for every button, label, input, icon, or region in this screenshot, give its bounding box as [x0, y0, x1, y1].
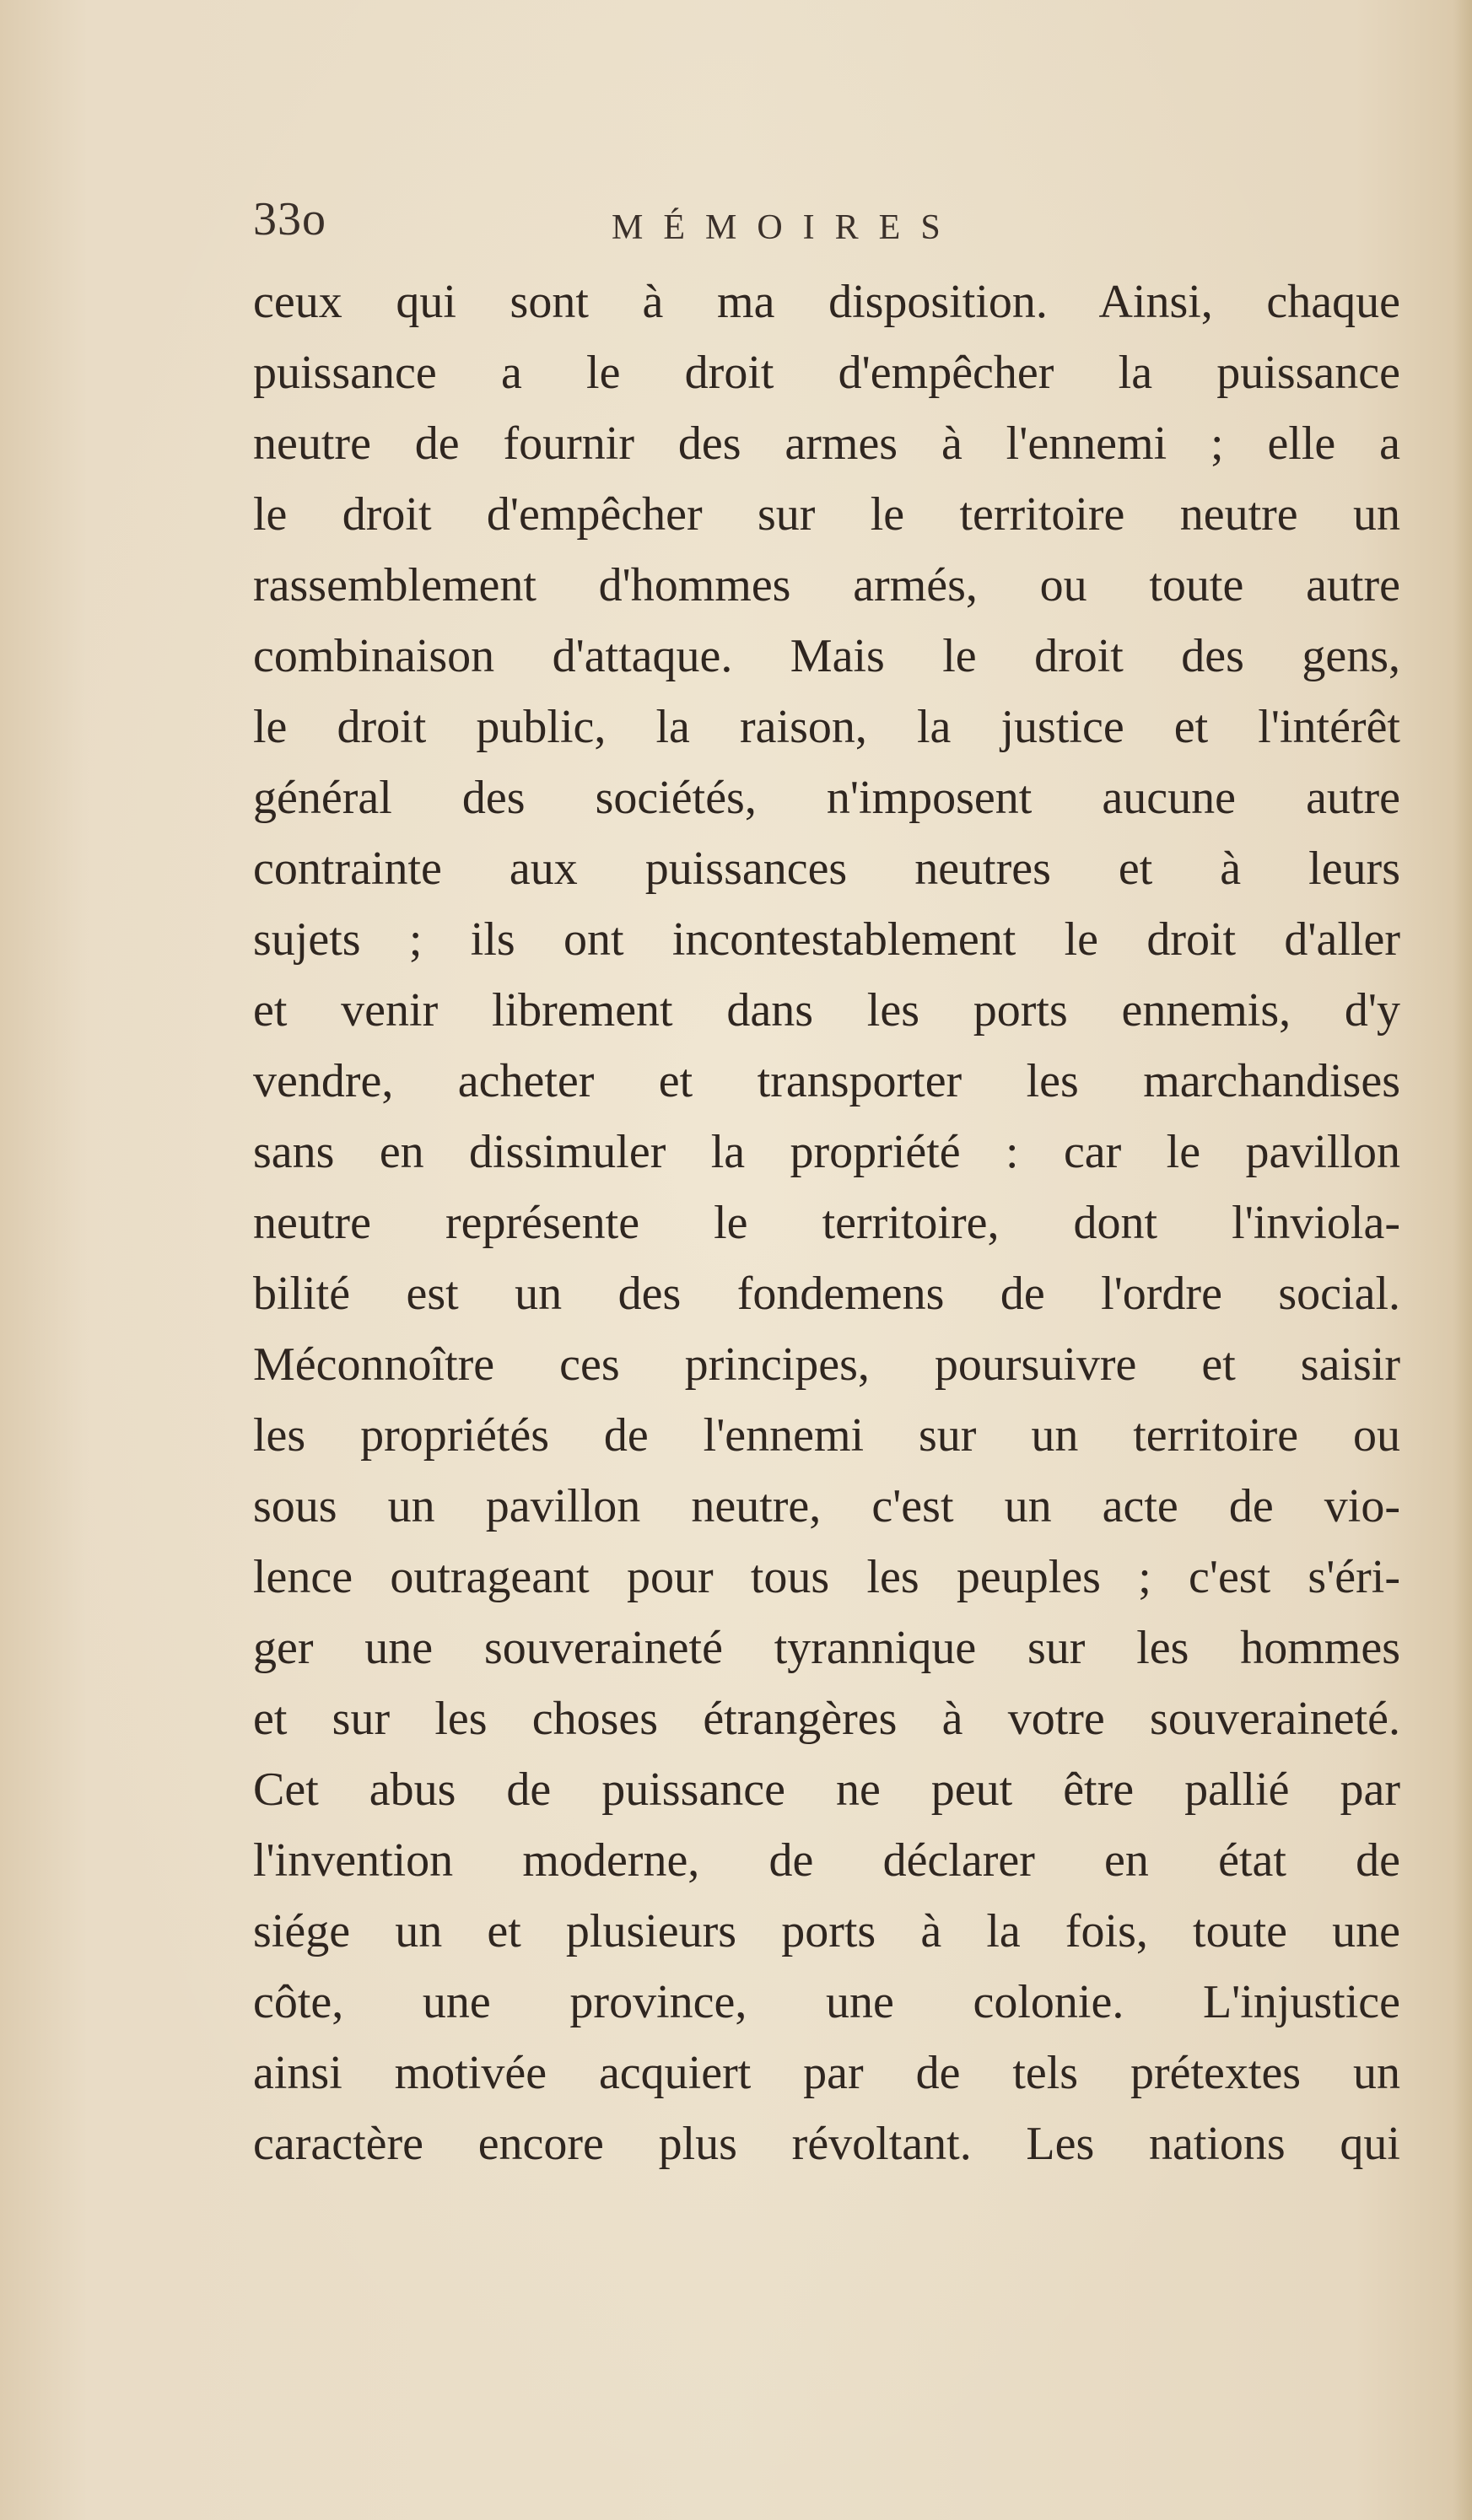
- text-line: lence outrageant pour tous les peuples ; c'est s'éri-: [253, 1551, 1400, 1603]
- body-text: [253, 267, 1400, 2179]
- text-line: neutre représente le territoire, dont l'inviola-: [253, 1197, 1400, 1249]
- text-line: général des sociétés, n'imposent aucune autre: [253, 772, 1400, 824]
- text-line: le droit d'empêcher sur le territoire neutre un: [253, 488, 1400, 541]
- text-line: l'invention moderne, de déclarer en état de: [253, 1834, 1400, 1887]
- text-line: ceux qui sont à ma disposition. Ainsi, chaque: [253, 276, 1400, 328]
- text-line: Méconnoître ces principes, poursuivre et saisir: [253, 1338, 1400, 1391]
- text-line: neutre de fournir des armes à l'ennemi ; elle a: [253, 417, 1400, 470]
- text-line: sous un pavillon neutre, c'est un acte de vio-: [253, 1480, 1400, 1532]
- text-line: combinaison d'attaque. Mais le droit des gens,: [253, 630, 1400, 682]
- text-line: et sur les choses étrangères à votre souveraineté.: [253, 1693, 1400, 1745]
- text-line: les propriétés de l'ennemi sur un territoire ou: [253, 1409, 1400, 1462]
- page-number: 33o: [253, 193, 326, 245]
- text-line: Cet abus de puissance ne peut être pallié par: [253, 1763, 1400, 1816]
- text-line: caractère encore plus révoltant. Les nations qui: [253, 2118, 1400, 2170]
- page-header: [253, 192, 1400, 260]
- text-line: sujets ; ils ont incontestablement le droit d'aller: [253, 913, 1400, 966]
- text-line: rassemblement d'hommes armés, ou toute autre: [253, 559, 1400, 611]
- page-edge-shadow: [1453, 0, 1472, 2520]
- text-line: ainsi motivée acquiert par de tels prétextes un: [253, 2047, 1400, 2099]
- text-line: vendre, acheter et transporter les marchandises: [253, 1055, 1400, 1107]
- text-line: puissance a le droit d'empêcher la puissance: [253, 347, 1400, 399]
- text-line: côte, une province, une colonie. L'injustice: [253, 1976, 1400, 2028]
- text-line: bilité est un des fondemens de l'ordre social.: [253, 1268, 1400, 1320]
- running-head: MÉMOIRES: [612, 208, 961, 247]
- text-line: siége un et plusieurs ports à la fois, toute une: [253, 1905, 1400, 1957]
- text-line: le droit public, la raison, la justice et l'intérêt: [253, 701, 1400, 753]
- text-line: ger une souveraineté tyrannique sur les hommes: [253, 1622, 1400, 1674]
- text-line: et venir librement dans les ports ennemis, d'y: [253, 984, 1400, 1037]
- text-line: sans en dissimuler la propriété : car le pavillon: [253, 1126, 1400, 1178]
- text-line: contrainte aux puissances neutres et à leurs: [253, 843, 1400, 895]
